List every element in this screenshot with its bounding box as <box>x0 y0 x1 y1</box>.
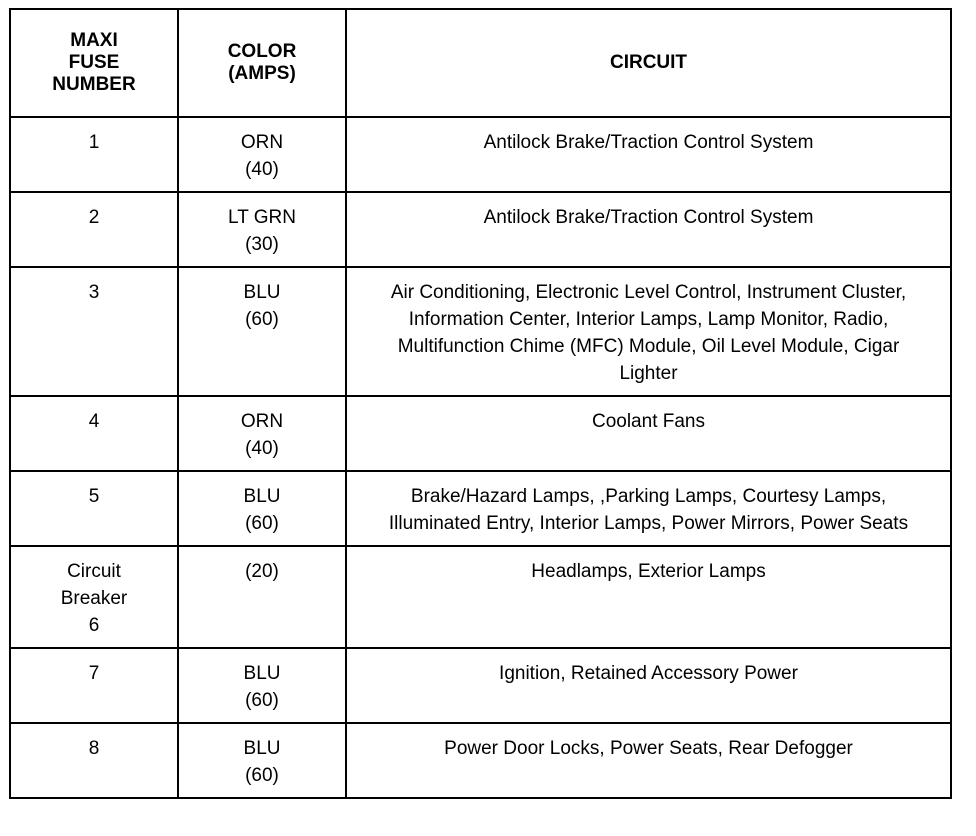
header-color-line: COLOR <box>227 41 297 62</box>
fuse-number-cell <box>10 546 178 648</box>
circuit-cell <box>346 546 951 648</box>
header-color-amps <box>178 9 346 117</box>
circuit-description: Antilock Brake/Traction Control System <box>483 132 814 153</box>
fuse-color: BLU <box>243 663 281 684</box>
color-amps-cell <box>178 117 346 192</box>
fuse-amps: (60) <box>245 765 279 786</box>
circuit-cell <box>346 267 951 396</box>
table-row <box>10 192 951 267</box>
color-amps-cell <box>178 396 346 471</box>
table-header <box>10 9 951 117</box>
fuse-number-cell <box>10 267 178 396</box>
maxi-fuse-table <box>9 8 952 799</box>
fuse-number: 1 <box>88 132 100 153</box>
header-circuit-label: CIRCUIT <box>609 52 688 73</box>
fuse-amps: (60) <box>245 690 279 711</box>
fuse-number: 5 <box>88 486 100 507</box>
table-row <box>10 117 951 192</box>
circuit-cell <box>346 471 951 546</box>
color-amps-cell <box>178 546 346 648</box>
fuse-number-cell <box>10 471 178 546</box>
table-row <box>10 396 951 471</box>
fuse-number: 8 <box>88 738 100 759</box>
fuse-amps: (60) <box>245 513 279 534</box>
circuit-cell <box>346 723 951 798</box>
fuse-amps: (60) <box>245 309 279 330</box>
fuse-number: Circuit <box>67 561 121 582</box>
fuse-number: 4 <box>88 411 100 432</box>
fuse-number-cell <box>10 723 178 798</box>
table-row <box>10 648 951 723</box>
fuse-color: ORN <box>240 132 284 153</box>
header-row <box>10 9 951 117</box>
header-color-line: (AMPS) <box>228 63 296 84</box>
circuit-description: Power Door Locks, Power Seats, Rear Defogger <box>444 738 853 759</box>
fuse-color: BLU <box>243 738 281 759</box>
fuse-color: ORN <box>240 411 284 432</box>
fuse-color: LT GRN <box>228 207 296 228</box>
fuse-number: 6 <box>88 615 100 636</box>
circuit-description: Antilock Brake/Traction Control System <box>483 207 814 228</box>
circuit-description: Headlamps, Exterior Lamps <box>531 561 766 582</box>
fuse-number-cell <box>10 396 178 471</box>
header-fuse-number <box>10 9 178 117</box>
circuit-description: Brake/Hazard Lamps, ,Parking Lamps, Courtesy Lamps, Illuminated Entry, Interior Lamps, Power Mirrors, Power Seats <box>388 486 909 534</box>
circuit-description: Ignition, Retained Accessory Power <box>499 663 798 684</box>
fuse-number: 7 <box>88 663 100 684</box>
fuse-amps: (20) <box>245 561 279 582</box>
fuse-number-cell <box>10 117 178 192</box>
header-fuse-line: MAXI <box>70 30 118 51</box>
table-row <box>10 267 951 396</box>
circuit-cell <box>346 648 951 723</box>
fuse-amps: (40) <box>245 159 279 180</box>
color-amps-cell <box>178 192 346 267</box>
table-body <box>10 117 951 798</box>
circuit-cell <box>346 117 951 192</box>
header-circuit <box>346 9 951 117</box>
fuse-number: 2 <box>88 207 100 228</box>
fuse-number-cell <box>10 648 178 723</box>
color-amps-cell <box>178 648 346 723</box>
circuit-cell <box>346 396 951 471</box>
table-row <box>10 723 951 798</box>
header-fuse-line: NUMBER <box>52 74 136 95</box>
fuse-color: BLU <box>243 282 281 303</box>
circuit-description: Air Conditioning, Electronic Level Control, Instrument Cluster, Information Center, Interior Lamps, Lamp Monitor, Radio, Multifunction Chime (MFC) Module, Oil Level Module, Cigar Lighter <box>390 282 907 384</box>
color-amps-cell <box>178 471 346 546</box>
color-amps-cell <box>178 267 346 396</box>
fuse-amps: (30) <box>245 234 279 255</box>
fuse-amps: (40) <box>245 438 279 459</box>
fuse-number: 3 <box>88 282 100 303</box>
color-amps-cell <box>178 723 346 798</box>
circuit-description: Coolant Fans <box>591 411 705 432</box>
fuse-color: BLU <box>243 486 281 507</box>
table-row <box>10 471 951 546</box>
table-row <box>10 546 951 648</box>
circuit-cell <box>346 192 951 267</box>
fuse-number: Breaker <box>60 588 128 609</box>
header-fuse-line: FUSE <box>68 52 120 73</box>
fuse-number-cell <box>10 192 178 267</box>
